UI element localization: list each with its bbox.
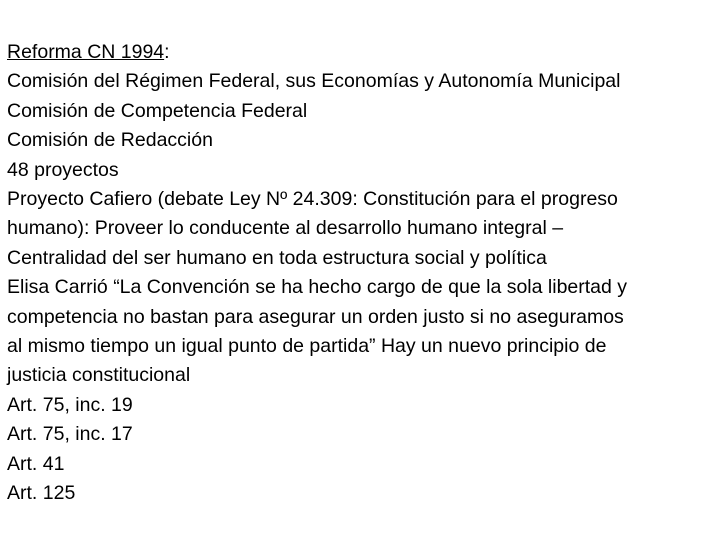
- carrio-line: competencia no bastan para asegurar un orden justo si no aseguramos: [7, 305, 624, 328]
- cafiero-line: Centralidad del ser humano en toda estructura social y política: [7, 246, 547, 269]
- article-item: Art. 75, inc. 17: [7, 423, 133, 446]
- paragraph-carrio: [7, 273, 713, 391]
- carrio-line: justicia constitucional: [7, 364, 191, 387]
- heading: [7, 38, 713, 67]
- article-item: Art. 41: [7, 452, 65, 475]
- carrio-line: al mismo tiempo un igual punto de partida” Hay un nuevo principio de: [7, 335, 607, 358]
- line-comision-competencia: Comisión de Competencia Federal: [7, 99, 308, 122]
- line-comision-regimen: Comisión del Régimen Federal, sus Economías y Autonomía Municipal: [7, 70, 621, 93]
- cafiero-line: humano): Proveer lo conducente al desarrollo humano integral –: [7, 217, 564, 240]
- line-proyectos: 48 proyectos: [7, 158, 119, 181]
- heading-colon: :: [164, 41, 170, 63]
- article-item: Art. 125: [7, 482, 76, 505]
- cafiero-line: Proyecto Cafiero (debate Ley Nº 24.309: Constitución para el progreso: [7, 188, 618, 211]
- slide-content: [7, 38, 713, 509]
- article-item: Art. 75, inc. 19: [7, 393, 133, 416]
- line-comision-redaccion: Comisión de Redacción: [7, 129, 213, 152]
- carrio-line: Elisa Carrió “La Convención se ha hecho cargo de que la sola libertad y: [7, 276, 628, 299]
- heading-title: Reforma CN 1994: [7, 41, 165, 63]
- paragraph-cafiero: [7, 185, 713, 273]
